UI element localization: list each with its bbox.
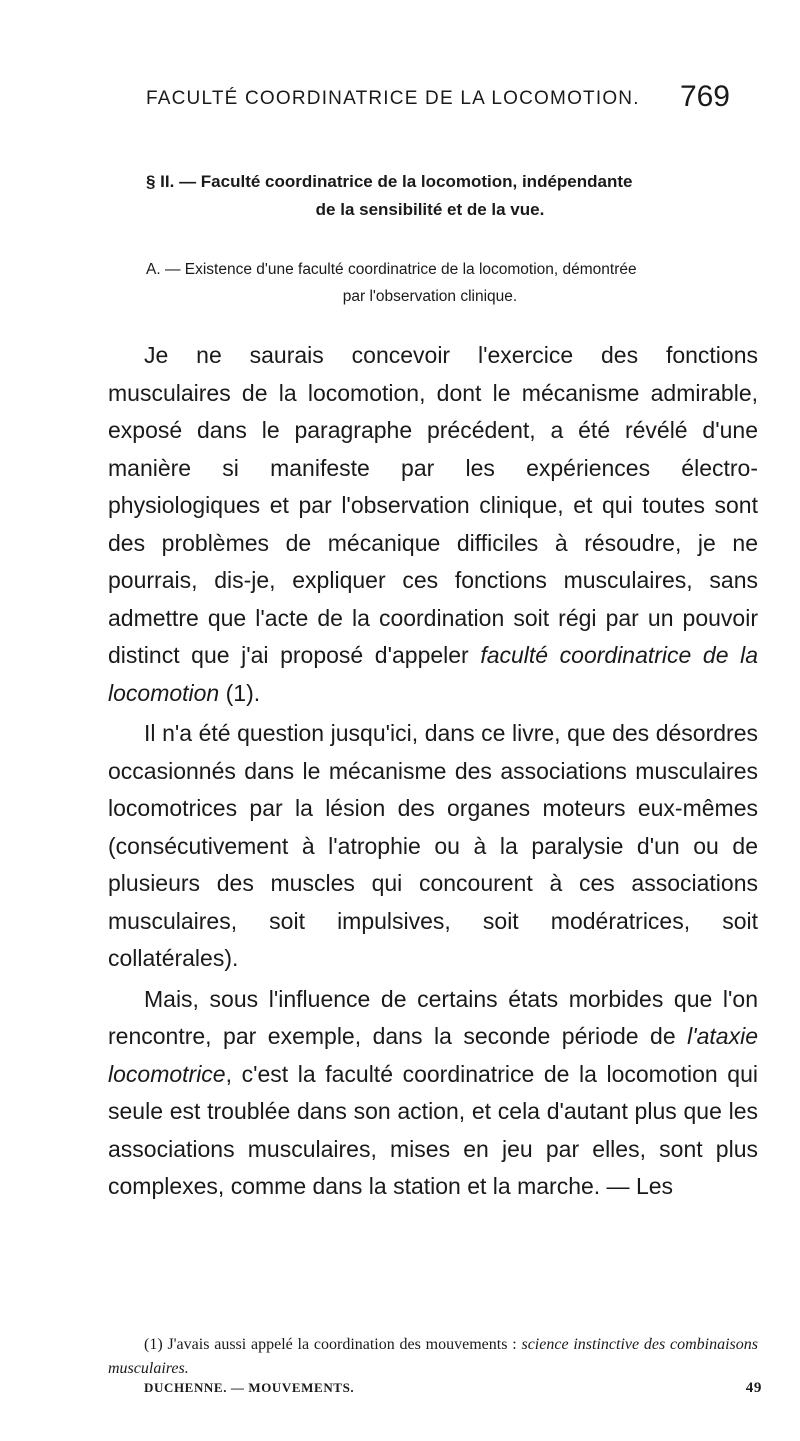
footnote-text: (1) J'avais aussi appelé la coordination des mouvements : — [144, 1336, 522, 1353]
footnote-italic: science instinctive des combinaisons musculaires. — [108, 1336, 759, 1377]
subsection-heading-line-2: par l'observation clinique. — [342, 288, 518, 305]
section-heading — [110, 168, 750, 224]
footnote — [108, 1333, 758, 1381]
subsection-heading-line-1: A. — Existence d'une faculté coordinatrice de la locomotion, démontrée — [146, 261, 637, 278]
paragraph-3-italic: l'ataxie locomotrice — [108, 1023, 758, 1087]
subsection-heading — [110, 256, 750, 310]
paragraph-2: Il n'a été question jusqu'ici, dans ce livre, que des désordres occasionnés dans le mécanisme des associations musculaires locomotrices par la lésion des organes moteurs eux-mêmes (consécutivement à l'atrophie ou à la paralysie d'un ou de plusieurs des muscles qui concourent à ces associations musculaires, soit impulsives, soit modératrices, soit collatérales). — [108, 720, 758, 971]
paragraph-1-text: Je ne saurais concevoir l'exercice des fonctions musculaires de la locomotion, dont le mécanisme admirable, exposé dans le paragraphe précédent, a été révélé d'une manière si manifeste par les expériences électro-physiologiques et par l'observation clinique, et qui toutes sont des problèmes de mécanique difficiles à résoudre, je ne pourrais, dis-je, expliquer ces fonctions musculaires, sans admettre que l'acte de la coordination soit régi par un pouvoir distinct que j'ai proposé d'appeler — [108, 342, 758, 668]
printer-signature — [144, 1380, 762, 1396]
paragraph-3-start: Mais, sous l'influence de certains états morbides que l'on rencontre, par exemple, dans la seconde période de — [108, 985, 758, 1049]
paragraph-3-end: , c'est la faculté coordinatrice de la locomotion qui seule est troublée dans son action, et cela d'autant plus que les associations musculaires, mises en jeu par elles, sont plus complexes, comme dans la station et la marche. — Les — [108, 1060, 758, 1199]
paragraph-3 — [108, 981, 758, 1206]
running-head — [146, 80, 730, 116]
paragraph-1-end: (1). — [219, 679, 261, 706]
page-number: 769 — [679, 80, 730, 113]
running-title: FACULTÉ COORDINATRICE DE LA LOCOMOTION. — [146, 88, 640, 109]
section-heading-line-2: de la sensibilité et de la vue. — [315, 200, 545, 219]
section-heading-line-1: § II. — Faculté coordinatrice de la locomotion, indépendante — [146, 172, 633, 191]
signature-author-title: DUCHENNE. — MOUVEMENTS. — [144, 1380, 355, 1395]
signature-gathering-number: 49 — [745, 1380, 762, 1396]
paragraph-1-italic: faculté coordinatrice de la locomotion — [108, 642, 758, 706]
body-text — [108, 337, 758, 1206]
paragraph-1 — [108, 337, 758, 712]
